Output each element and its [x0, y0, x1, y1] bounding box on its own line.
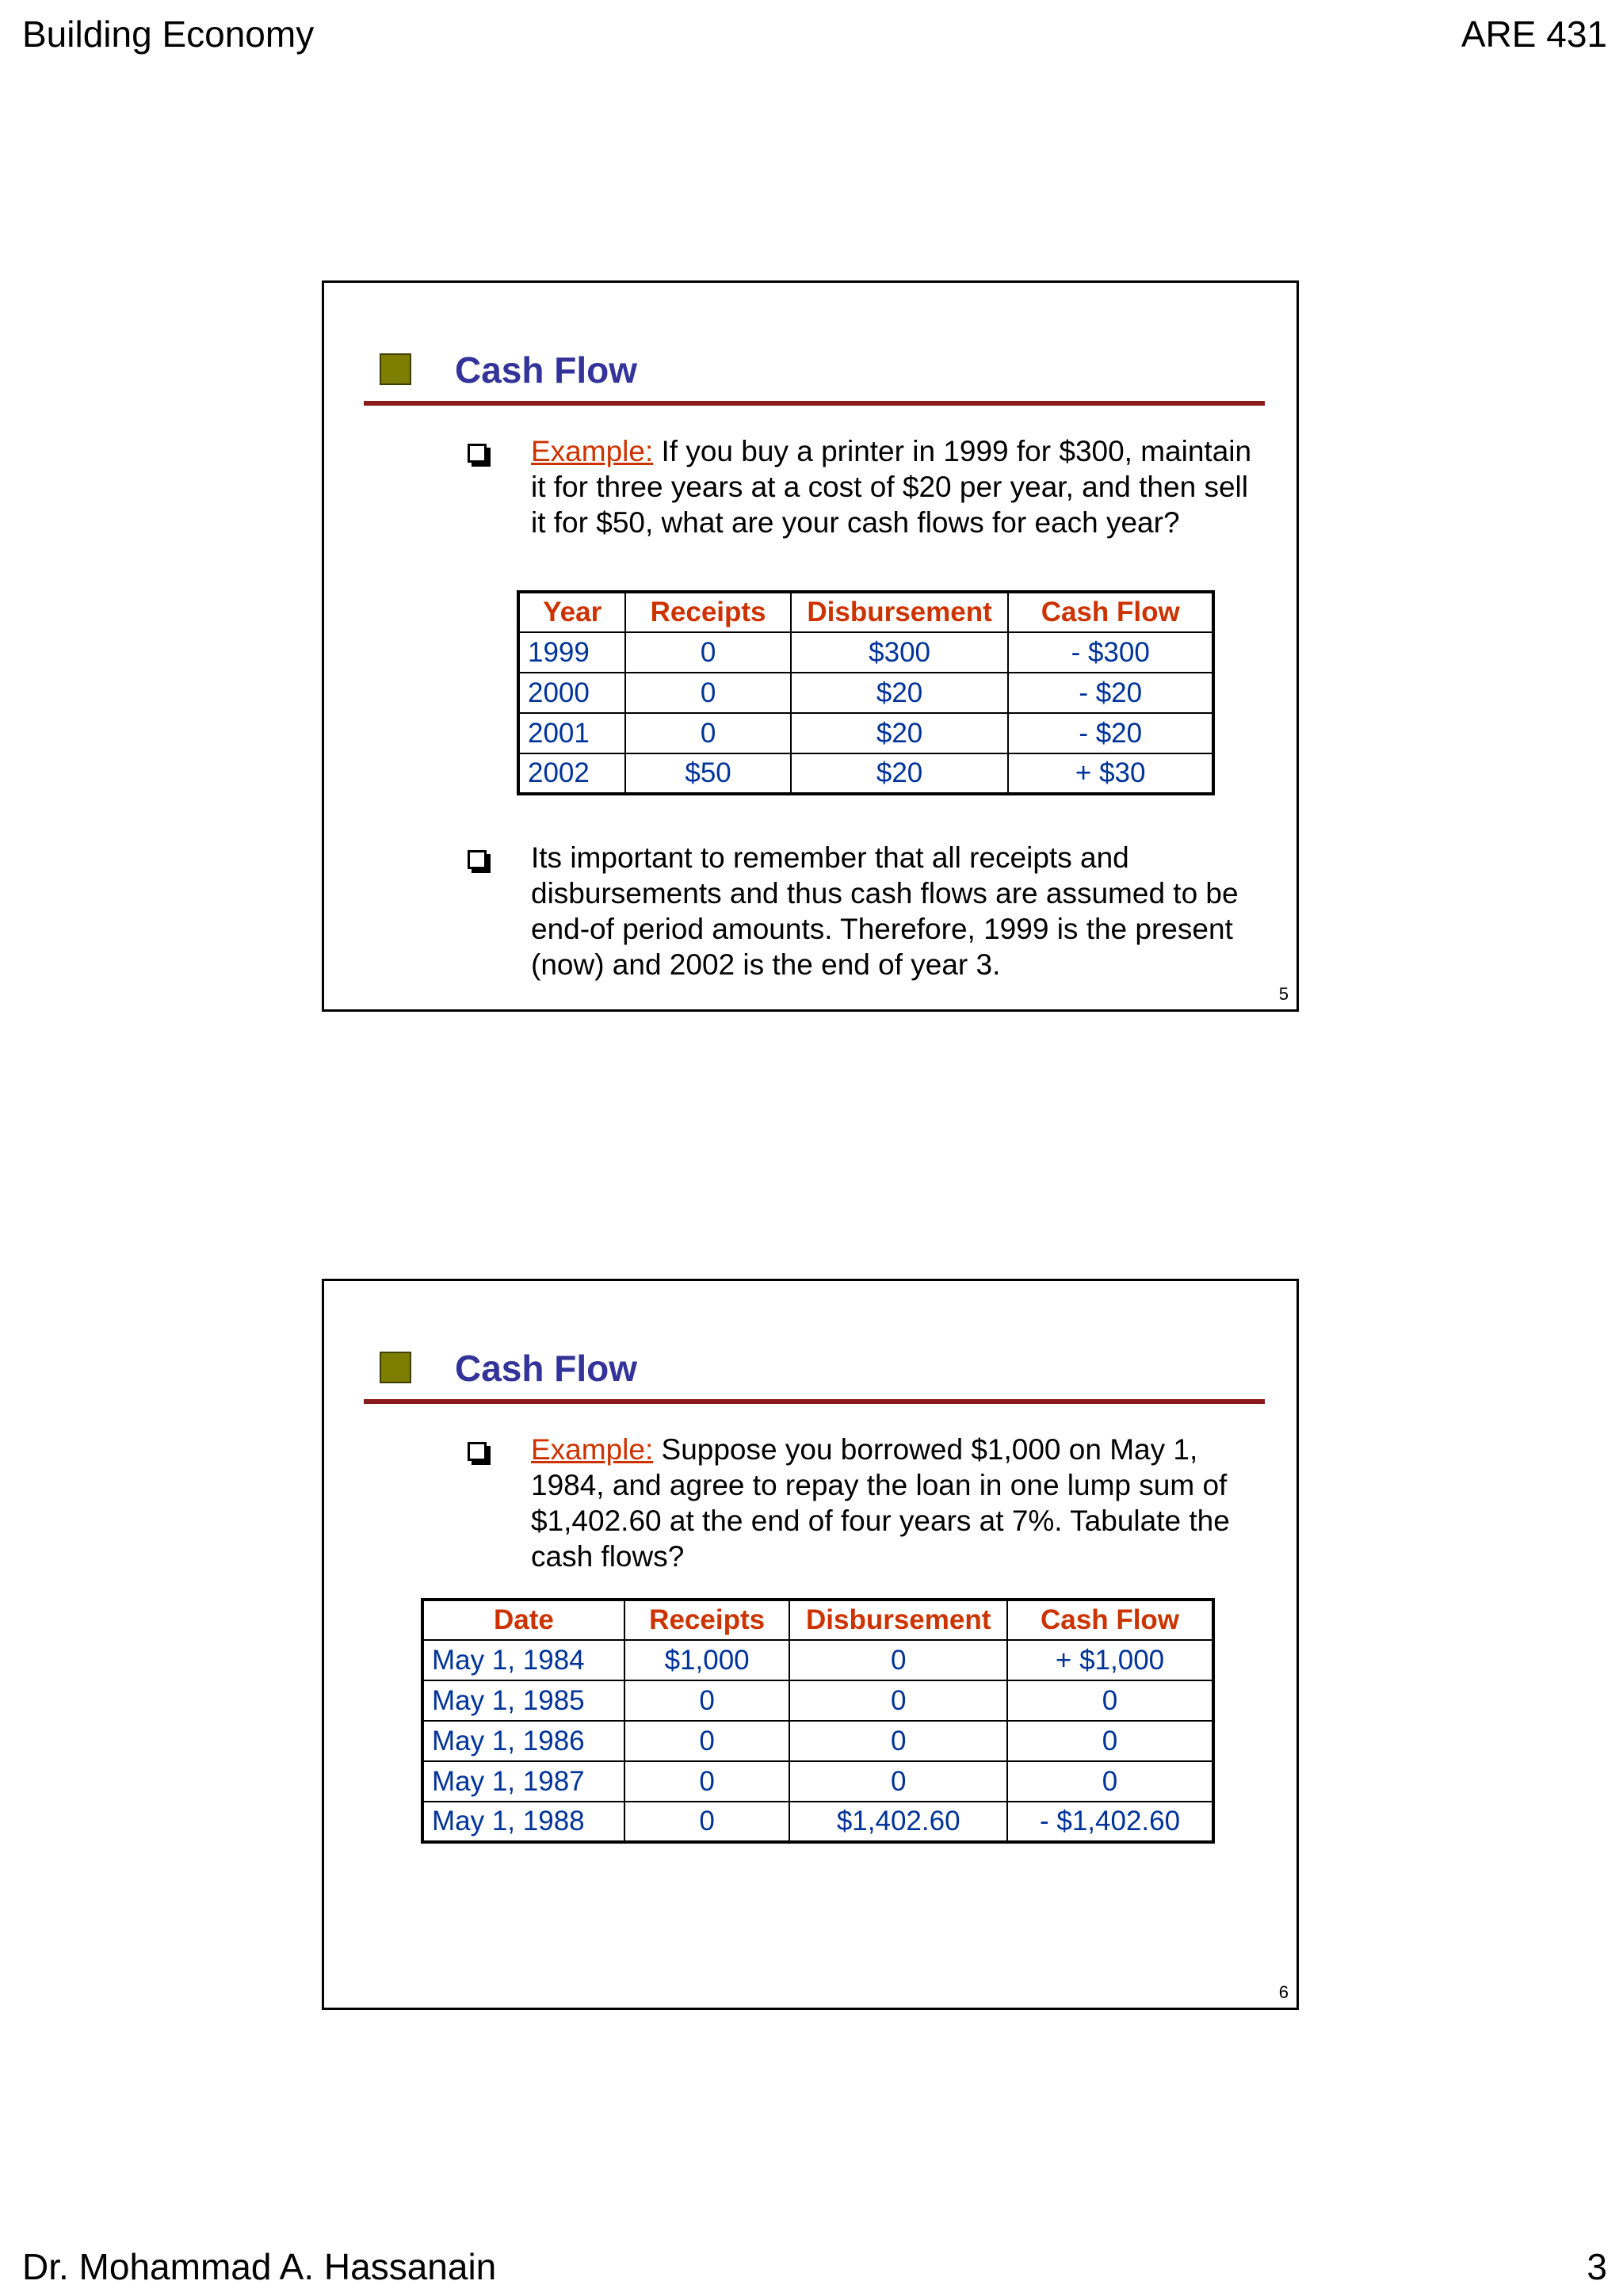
table-cell: 0 — [624, 1761, 789, 1802]
table-cell: 0 — [1007, 1761, 1213, 1802]
slide-page-number: 5 — [1278, 984, 1289, 1004]
document-title: Building Economy — [22, 13, 315, 55]
table-row — [518, 632, 1213, 673]
column-header: Receipts — [625, 592, 790, 632]
title-bullet-icon — [380, 353, 411, 385]
example-paragraph — [531, 1432, 1260, 1574]
table-header-row — [422, 1600, 1213, 1640]
slide-6 — [322, 1279, 1299, 2010]
table-cell: 2002 — [518, 753, 625, 794]
table-cell: $1,402.60 — [789, 1802, 1007, 1842]
table-cell: - $300 — [1008, 632, 1213, 673]
table-header-row — [518, 592, 1213, 632]
table-cell: 0 — [789, 1640, 1007, 1680]
table-row — [422, 1680, 1213, 1721]
table-cell: 0 — [624, 1680, 789, 1721]
cash-flow-table — [421, 1598, 1215, 1844]
author-name: Dr. Mohammad A. Hassanain — [22, 2246, 497, 2287]
slide-page-number: 6 — [1278, 1982, 1289, 2002]
table-cell: $300 — [791, 632, 1009, 673]
example-label: Example: — [531, 1433, 654, 1466]
table-cell: $20 — [791, 713, 1009, 753]
table-cell: 1999 — [518, 632, 625, 673]
table-cell: $20 — [791, 753, 1009, 794]
example-label: Example: — [531, 435, 654, 467]
table-cell: $50 — [625, 753, 790, 794]
table-cell: 0 — [1007, 1680, 1213, 1721]
page-number: 3 — [1587, 2246, 1607, 2287]
example-paragraph — [531, 433, 1260, 540]
table-cell: + $1,000 — [1007, 1640, 1213, 1680]
table-cell: 0 — [789, 1761, 1007, 1802]
example-text: If you buy a printer in 1999 for $300, maintain it for three years at a cost of $20 per year, and then sell it for $50, what are your cash flows for each year? — [531, 435, 1252, 539]
table-row — [422, 1721, 1213, 1761]
table-cell: 0 — [789, 1721, 1007, 1761]
table-cell: 0 — [625, 632, 790, 673]
column-header: Receipts — [624, 1600, 789, 1640]
table-row — [518, 673, 1213, 713]
checkbox-bullet-icon — [468, 444, 487, 463]
cash-flow-table — [517, 590, 1215, 795]
table-cell: 0 — [625, 713, 790, 753]
column-header: Year — [518, 592, 625, 632]
table-cell: - $1,402.60 — [1007, 1802, 1213, 1842]
slide-5 — [322, 280, 1299, 1012]
table-row — [422, 1761, 1213, 1802]
table-cell: May 1, 1985 — [422, 1680, 624, 1721]
column-header: Disbursement — [789, 1600, 1007, 1640]
column-header: Cash Flow — [1008, 592, 1213, 632]
slide-title: Cash Flow — [455, 349, 638, 391]
table-cell: 0 — [624, 1721, 789, 1761]
table-row — [518, 713, 1213, 753]
table-cell: May 1, 1988 — [422, 1802, 624, 1842]
title-underline — [364, 1399, 1265, 1404]
table-cell: - $20 — [1008, 673, 1213, 713]
example-text: Suppose you borrowed $1,000 on May 1, 1984, and agree to repay the loan in one lump sum of $1,402.60 at the end of four years at 7%. Tabulate the cash flows? — [531, 1433, 1230, 1573]
table-row — [422, 1640, 1213, 1680]
table-cell: May 1, 1984 — [422, 1640, 624, 1680]
course-code: ARE 431 — [1461, 13, 1607, 55]
table-cell: + $30 — [1008, 753, 1213, 794]
table-cell: May 1, 1986 — [422, 1721, 624, 1761]
table-cell: - $20 — [1008, 713, 1213, 753]
slide-title: Cash Flow — [455, 1348, 638, 1389]
checkbox-bullet-icon — [468, 1442, 487, 1461]
table-row — [422, 1802, 1213, 1842]
column-header: Disbursement — [791, 592, 1009, 632]
table-cell: 2001 — [518, 713, 625, 753]
column-header: Date — [422, 1600, 624, 1640]
checkbox-bullet-icon — [468, 850, 487, 869]
table-row — [518, 753, 1213, 794]
table-cell: 0 — [625, 673, 790, 713]
title-bullet-icon — [380, 1352, 411, 1383]
title-underline — [364, 401, 1265, 406]
table-cell: 0 — [789, 1680, 1007, 1721]
table-cell: 2000 — [518, 673, 625, 713]
table-cell: 0 — [1007, 1721, 1213, 1761]
table-cell: 0 — [624, 1802, 789, 1842]
table-cell: May 1, 1987 — [422, 1761, 624, 1802]
note-paragraph: Its important to remember that all receipts and disbursements and thus cash flows are assumed to be end-of period amounts. Therefore, 1999 is the present (now) and 2002 is the end of year 3. — [531, 841, 1239, 981]
table-cell: $1,000 — [624, 1640, 789, 1680]
table-cell: $20 — [791, 673, 1009, 713]
column-header: Cash Flow — [1007, 1600, 1213, 1640]
